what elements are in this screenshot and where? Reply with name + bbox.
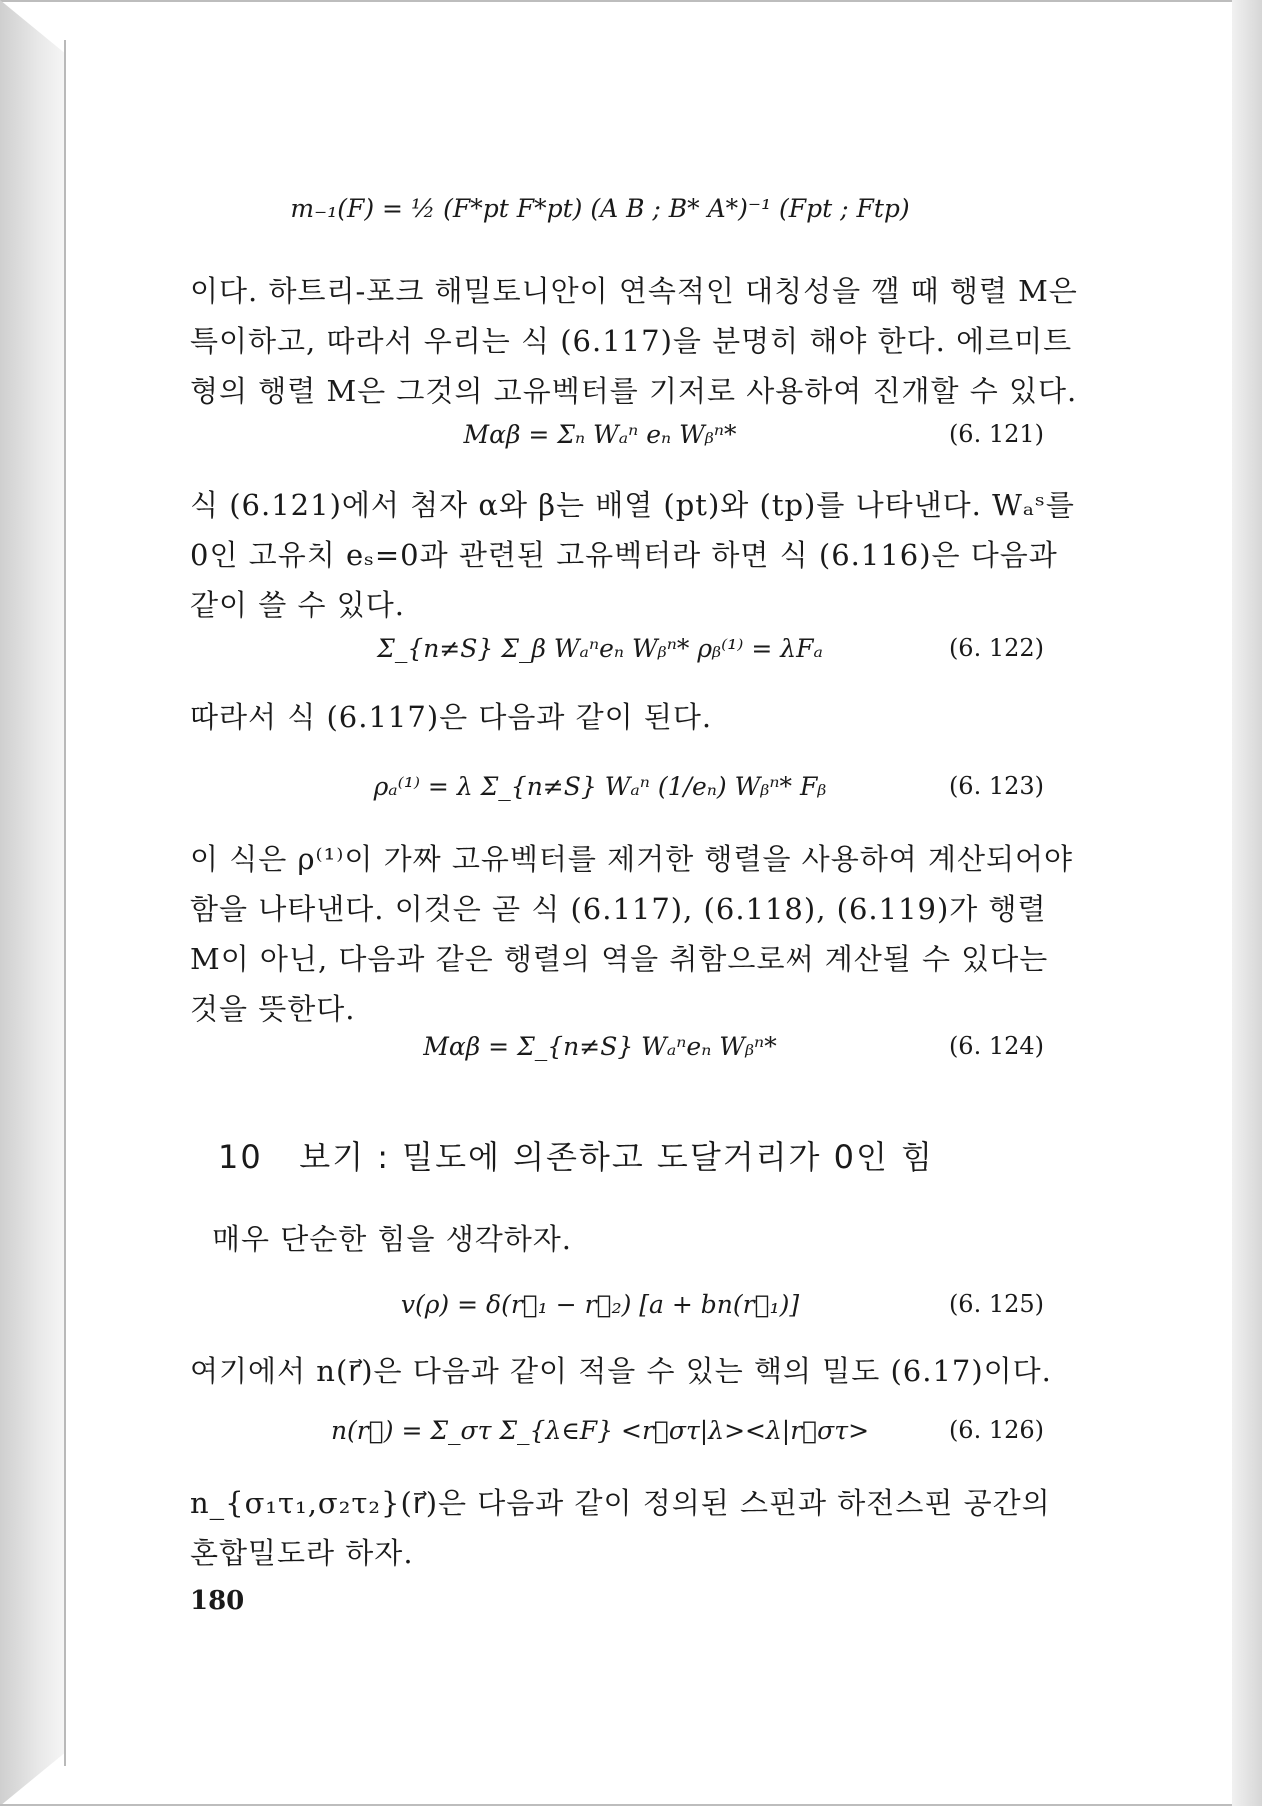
paragraph-2: 식 (6.121)에서 첨자 α와 β는 배열 (pt)와 (tp)를 나타낸다. Wₐˢ를 0인 고유치 eₛ=0과 관련된 고유벡터라 하면 식 (6.116)은 다음과 같이 쓸 수 있다. (190, 488, 1075, 622)
paragraph-6: 여기에서 n(r⃗)은 다음과 같이 적을 수 있는 핵의 밀도 (6.17)이다. (190, 1354, 1052, 1388)
book-right-edge (1232, 0, 1262, 1806)
page-number: 180 (190, 1586, 245, 1616)
equation-6-121 (190, 420, 1080, 480)
equation-6-126 (190, 1416, 1080, 1476)
equation-body: ρₐ⁽¹⁾ = λ Σ_{n≠S} Wₐⁿ (1/eₙ) Wᵦⁿ* Fᵦ (373, 772, 827, 801)
section-heading (218, 1132, 934, 1178)
equation-body: n(r⃗) = Σ_στ Σ_{λ∈F} <r⃗στ|λ><λ|r⃗στ> (330, 1416, 870, 1445)
paragraph-3: 따라서 식 (6.117)은 다음과 같이 된다. (190, 700, 713, 734)
book-left-edge (0, 0, 66, 1806)
book-spine-line (64, 40, 66, 1766)
equation-6-123 (190, 772, 1080, 832)
paragraph-1: 이다. 하트리-포크 해밀토니안이 연속적인 대칭성을 깰 때 행렬 M은 특이하고, 따라서 우리는 식 (6.117)을 분명히 해야 한다. 에르미트형의 행렬 M은 그것의 고유벡터를 기저로 사용하여 진개할 수 있다. (190, 274, 1078, 408)
section-title: 보기 : 밀도에 의존하고 도달거리가 0인 힘 (299, 1138, 934, 1176)
section-number: 10 (218, 1138, 263, 1176)
page-top-edge (0, 0, 1232, 2)
equation-number: (6. 124) (948, 1032, 1044, 1060)
equation-number: (6. 126) (948, 1416, 1044, 1444)
equation-body: v(ρ) = δ(r⃗₁ − r⃗₂) [a + bn(r⃗₁)] (400, 1290, 800, 1319)
equation-m-minus-1 (190, 180, 1080, 250)
equation-6-122 (190, 634, 1080, 694)
equation-body: m₋₁(F) = ½ (F*pt F*pt) (A B ; B* A*)⁻¹ (Fpt ; Ftp) (290, 194, 910, 223)
equation-body: Mαβ = Σ_{n≠S} Wₐⁿeₙ Wᵦⁿ* (423, 1032, 777, 1061)
paragraph-7: n_{σ₁τ₁,σ₂τ₂}(r⃗)은 다음과 같이 정의된 스핀과 하전스핀 공간의 혼합밀도라 하자. (190, 1486, 1051, 1570)
equation-6-125 (190, 1290, 1080, 1350)
equation-body: Σ_{n≠S} Σ_β Wₐⁿeₙ Wᵦⁿ* ρᵦ⁽¹⁾ = λFₐ (377, 634, 823, 663)
equation-number: (6. 122) (948, 634, 1044, 662)
equation-number: (6. 125) (948, 1290, 1044, 1318)
equation-6-124 (190, 1032, 1080, 1092)
equation-number: (6. 123) (948, 772, 1044, 800)
paragraph-4: 이 식은 ρ⁽¹⁾이 가짜 고유벡터를 제거한 행렬을 사용하여 계산되어야 함을 나타낸다. 이것은 곧 식 (6.117), (6.118), (6.119)가 행렬 M이 아닌, 다음과 같은 행렬의 역을 취함으로써 계산될 수 있다는 것을 뜻한다. (190, 842, 1074, 1026)
equation-body: Mαβ = Σₙ Wₐⁿ eₙ Wᵦⁿ* (463, 420, 737, 449)
equation-number: (6. 121) (948, 420, 1044, 448)
paragraph-5: 매우 단순한 힘을 생각하자. (212, 1222, 573, 1256)
